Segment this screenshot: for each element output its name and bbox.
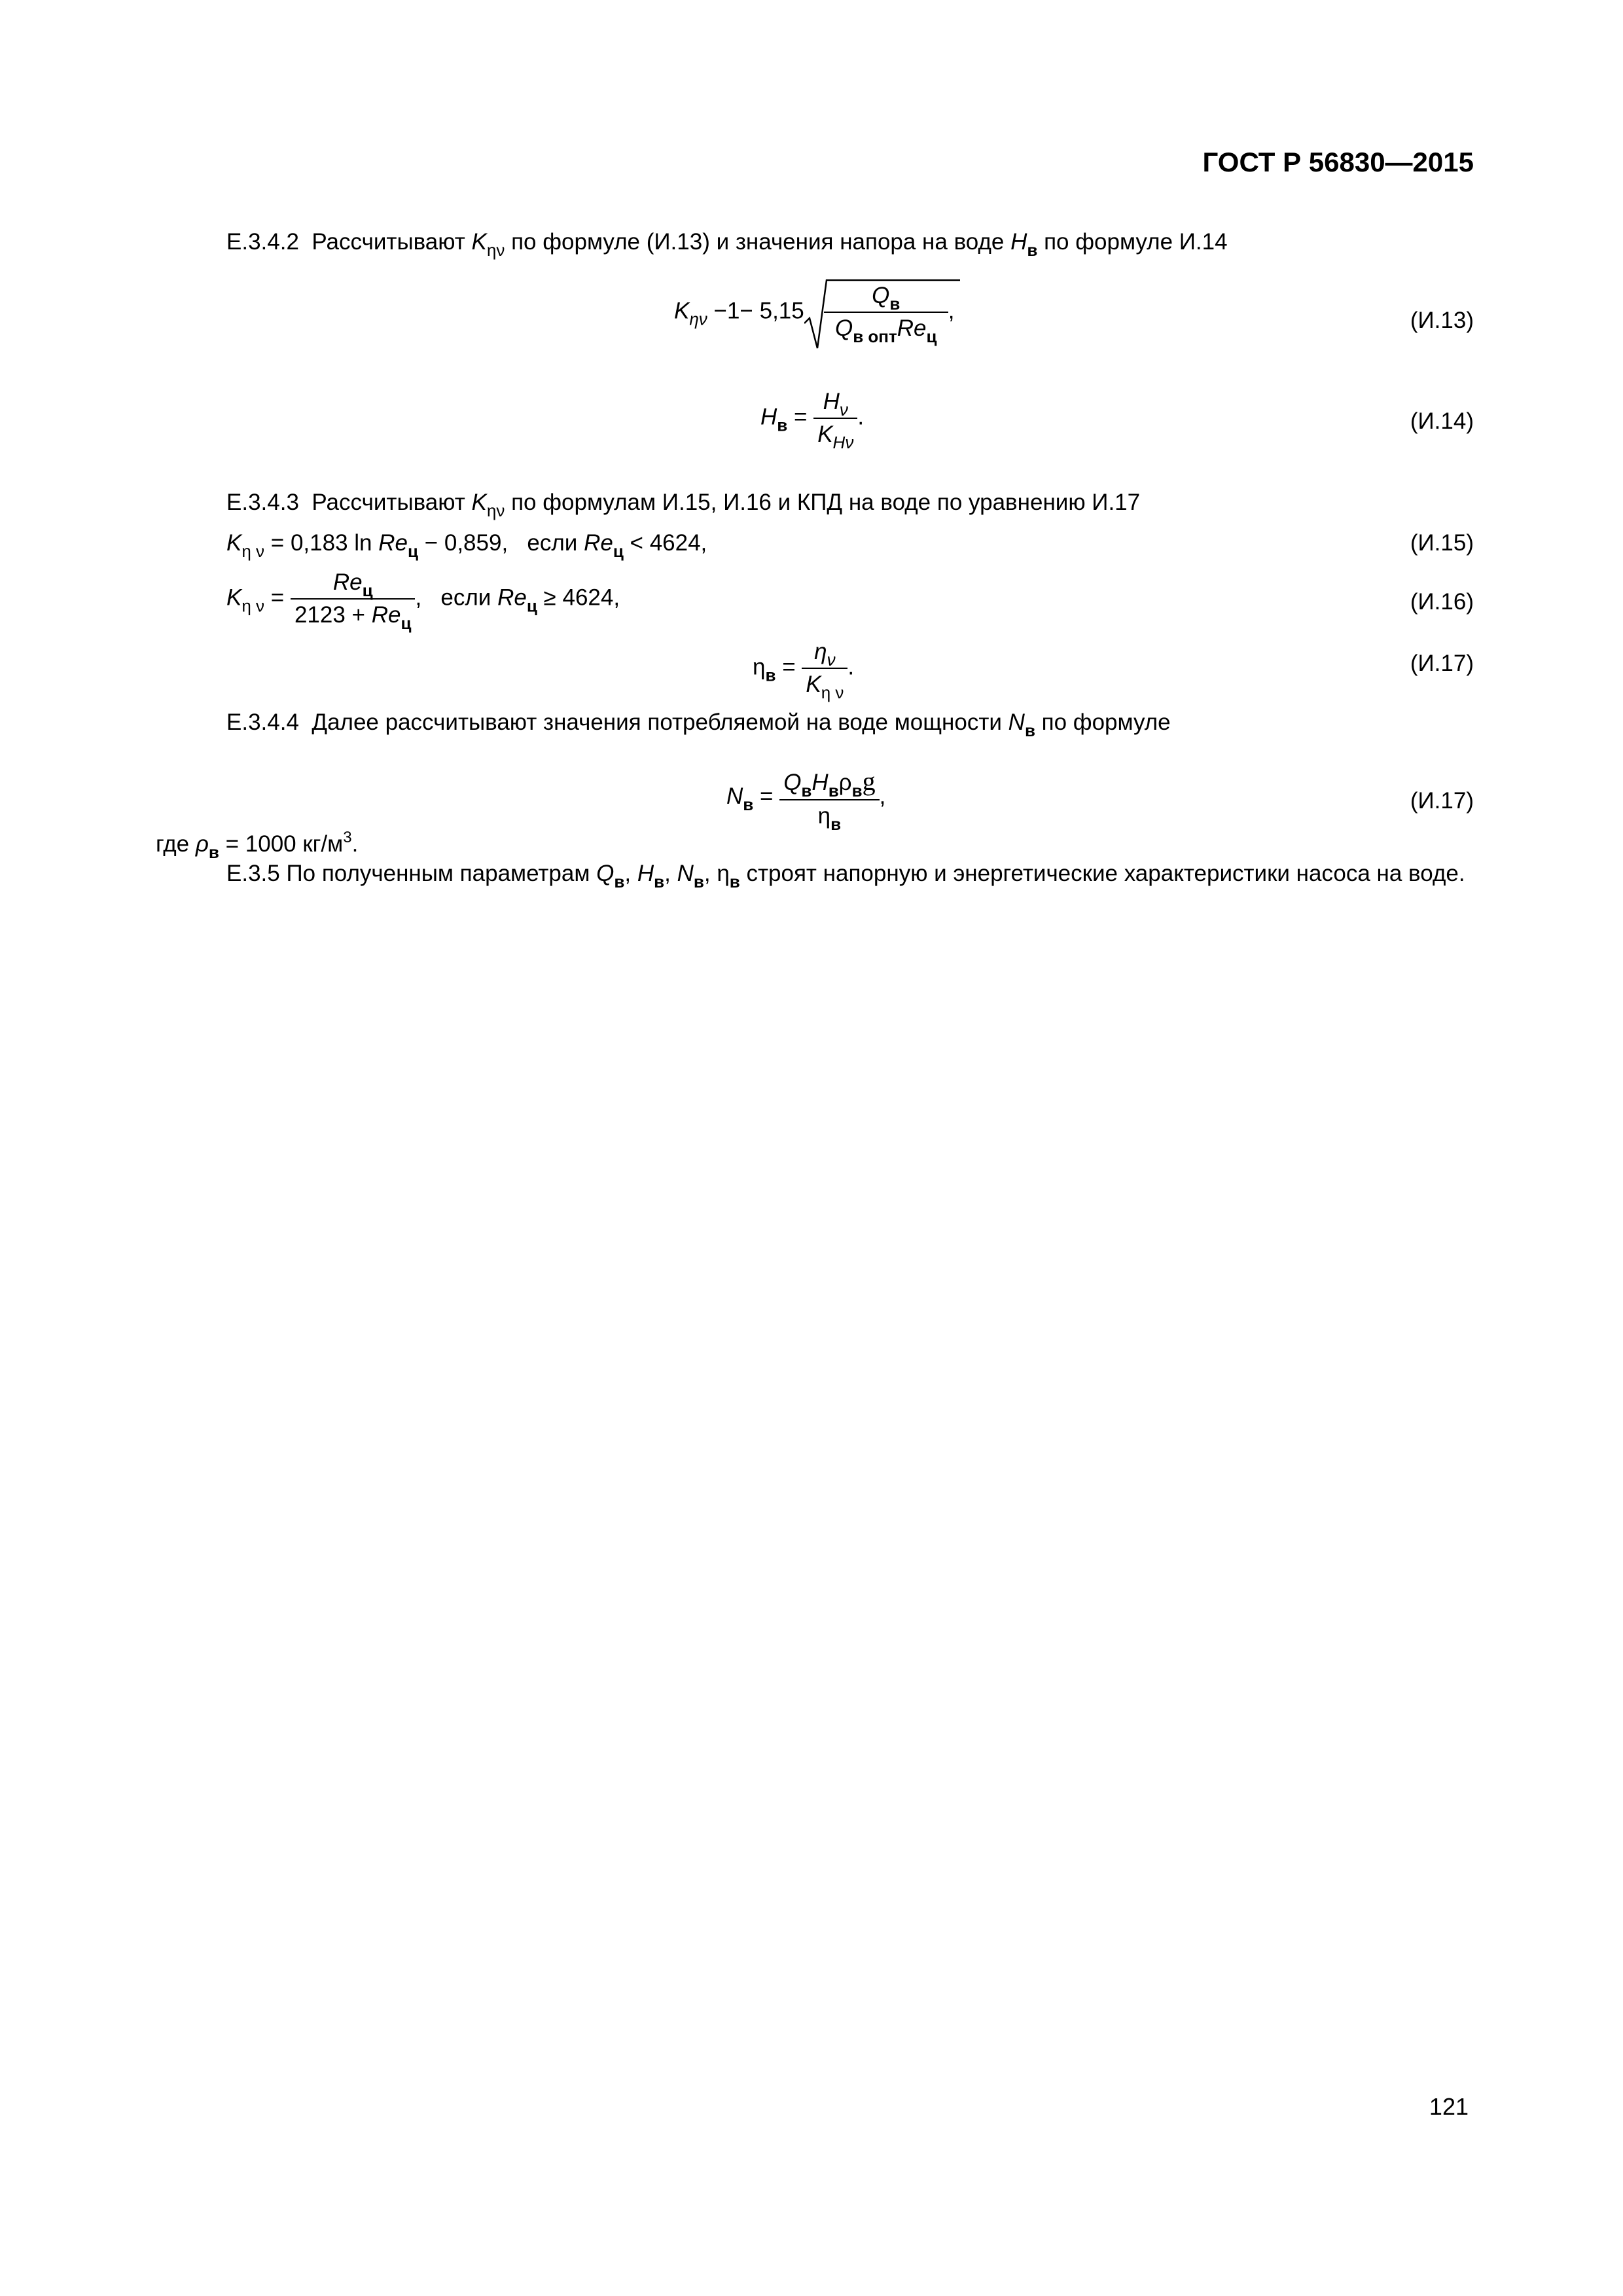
subscript: в (828, 781, 839, 800)
symbol-h: H (1010, 229, 1027, 255)
subscript: в (1024, 721, 1035, 740)
symbol-q: Q (872, 283, 890, 308)
subscript: в (777, 415, 788, 435)
paragraph-e35 (156, 859, 1474, 889)
fraction (802, 639, 847, 702)
subscript: ην (486, 501, 505, 520)
symbol-eta: η (817, 803, 831, 829)
symbol-k: K (226, 530, 242, 556)
symbol-k: K (471, 490, 487, 515)
symbol-k: K (806, 672, 821, 697)
punctuation: , (704, 861, 711, 886)
subscript: в (654, 872, 665, 891)
page-number: 121 (1429, 2093, 1469, 2120)
denominator (291, 600, 416, 633)
equals-sign: = (794, 404, 808, 430)
condition-text: ≥ 4624, (543, 584, 620, 611)
subscript: ц (613, 541, 624, 561)
subscript: в (693, 872, 704, 891)
equation-label: (И.16) (1410, 589, 1474, 615)
paragraph-text: по формуле И.14 (1044, 229, 1228, 255)
subscript: ν (827, 650, 836, 670)
symbol-re: Re (378, 530, 408, 556)
subscript: в (765, 665, 776, 685)
subscript: в (830, 814, 842, 834)
subscript: ην (689, 309, 707, 329)
paragraph-text: строят напорную и энергетические характеристики насоса на воде. (746, 861, 1465, 886)
condition-text: < 4624, (630, 530, 707, 556)
subscript: в (801, 781, 812, 800)
symbol-eta: η (717, 861, 730, 886)
equation-i17-efficiency (753, 639, 855, 702)
symbol-k: K (226, 584, 242, 611)
paragraph-e343 (226, 488, 1141, 520)
equation-body: − 0,859, (424, 530, 508, 556)
fraction (291, 569, 416, 633)
numerator (802, 639, 847, 669)
paragraph-e344 (226, 708, 1171, 740)
equals-sign: = (270, 584, 285, 611)
symbol-k: K (674, 298, 690, 324)
condition-text: если (527, 530, 578, 556)
punctuation: , (948, 298, 955, 324)
where-text: = 1000 кг/м (225, 831, 344, 857)
symbol-q: Q (834, 315, 853, 341)
denominator-text: 2123 + (294, 602, 365, 628)
equation-i15 (226, 530, 707, 561)
denominator (779, 800, 879, 834)
punctuation: . (857, 404, 865, 430)
numerator (779, 766, 879, 800)
subscript: в опт (853, 327, 897, 346)
subscript: ц (401, 613, 412, 633)
paragraph-text: по формуле (1041, 709, 1171, 735)
symbol-k: K (817, 422, 833, 447)
subscript: η ν (241, 541, 265, 561)
equation-label: (И.14) (1410, 408, 1474, 434)
punctuation: , (415, 584, 422, 611)
symbol-q: Q (596, 861, 615, 886)
subscript: в (614, 872, 625, 891)
paragraph-text: Далее рассчитывают значения потребляемой на воде мощности (312, 709, 1002, 735)
subscript: ц (407, 541, 418, 561)
symbol-eta: η (753, 654, 766, 680)
subscript: в (729, 872, 740, 891)
equation-label: (И.17) (1410, 651, 1474, 676)
where-clause (156, 829, 359, 862)
subscript: в (851, 781, 863, 800)
numerator (813, 389, 857, 419)
numerator (291, 569, 416, 600)
subscript: ц (362, 581, 373, 600)
subscript: в (208, 842, 219, 862)
symbol-h: H (637, 861, 654, 886)
equation-i13 (674, 283, 955, 346)
fraction (779, 766, 879, 834)
paragraph-number: Е.3.4.3 (226, 490, 299, 515)
subscript: η ν (821, 683, 844, 702)
equation-i14 (760, 389, 865, 452)
equation-body: −1− 5,15 (713, 298, 804, 324)
symbol-eta: η (814, 639, 827, 664)
numerator (824, 283, 948, 313)
equation-body: = 0,183 ln (270, 530, 372, 556)
symbol-k: K (471, 229, 487, 255)
equation-label: (И.17) (1410, 788, 1474, 814)
superscript: 3 (343, 829, 352, 846)
subscript: ν (839, 400, 848, 420)
fraction (824, 283, 948, 346)
symbol-re: Re (332, 569, 363, 595)
paragraph-text: Рассчитывают (312, 229, 465, 255)
equation-i17-power (726, 766, 886, 834)
subscript: Hν (832, 433, 854, 452)
symbol-re: Re (584, 530, 613, 556)
symbol-re: Re (897, 315, 927, 341)
paragraph-text: По полученным параметрам (286, 861, 590, 886)
equation-label: (И.15) (1410, 530, 1474, 556)
denominator (824, 313, 948, 346)
subscript: ц (926, 327, 937, 346)
document-header-title: ГОСТ Р 56830—2015 (1202, 147, 1474, 177)
subscript: ην (486, 240, 505, 260)
denominator (813, 419, 857, 452)
subscript: в (1027, 240, 1038, 260)
subscript: в (743, 794, 754, 814)
paragraph-text: Рассчитывают (312, 490, 465, 515)
symbol-rho: ρ (838, 770, 852, 795)
paragraph-e342 (226, 228, 1228, 260)
punctuation: . (351, 831, 359, 857)
square-root (804, 283, 948, 346)
subscript: ц (526, 596, 537, 616)
symbol-n: N (677, 861, 694, 886)
symbol-re: Re (497, 584, 527, 611)
subscript: в (889, 294, 901, 314)
equals-sign: = (782, 654, 796, 680)
subscript: η ν (241, 596, 265, 616)
equation-i16 (226, 569, 620, 633)
paragraph-text: по формуле (И.13) и значения напора на воде (511, 229, 1005, 255)
fraction (813, 389, 857, 452)
where-text: где (156, 831, 190, 857)
denominator (802, 669, 847, 702)
condition-text: если (440, 584, 491, 611)
symbol-n: N (726, 783, 743, 809)
punctuation: , (664, 861, 671, 886)
equals-sign: = (760, 783, 774, 809)
symbol-n: N (1008, 709, 1025, 735)
paragraph-number: Е.3.4.4 (226, 709, 299, 735)
punctuation: , (879, 783, 886, 809)
punctuation: . (847, 654, 855, 680)
paragraph-number: Е.3.4.2 (226, 229, 299, 255)
symbol-h: H (812, 770, 829, 795)
punctuation: , (624, 861, 632, 886)
symbol-re: Re (371, 602, 401, 628)
symbol-h: H (823, 389, 840, 414)
equation-label: (И.13) (1410, 308, 1474, 333)
symbol-rho: ρ (195, 831, 209, 857)
symbol-q: Q (783, 770, 802, 795)
paragraph-text: по формулам И.15, И.16 и КПД на воде по уравнению И.17 (511, 490, 1141, 515)
paragraph-number: Е.3.5 (226, 861, 280, 886)
symbol-g: g (862, 766, 876, 796)
symbol-h: H (760, 404, 777, 430)
